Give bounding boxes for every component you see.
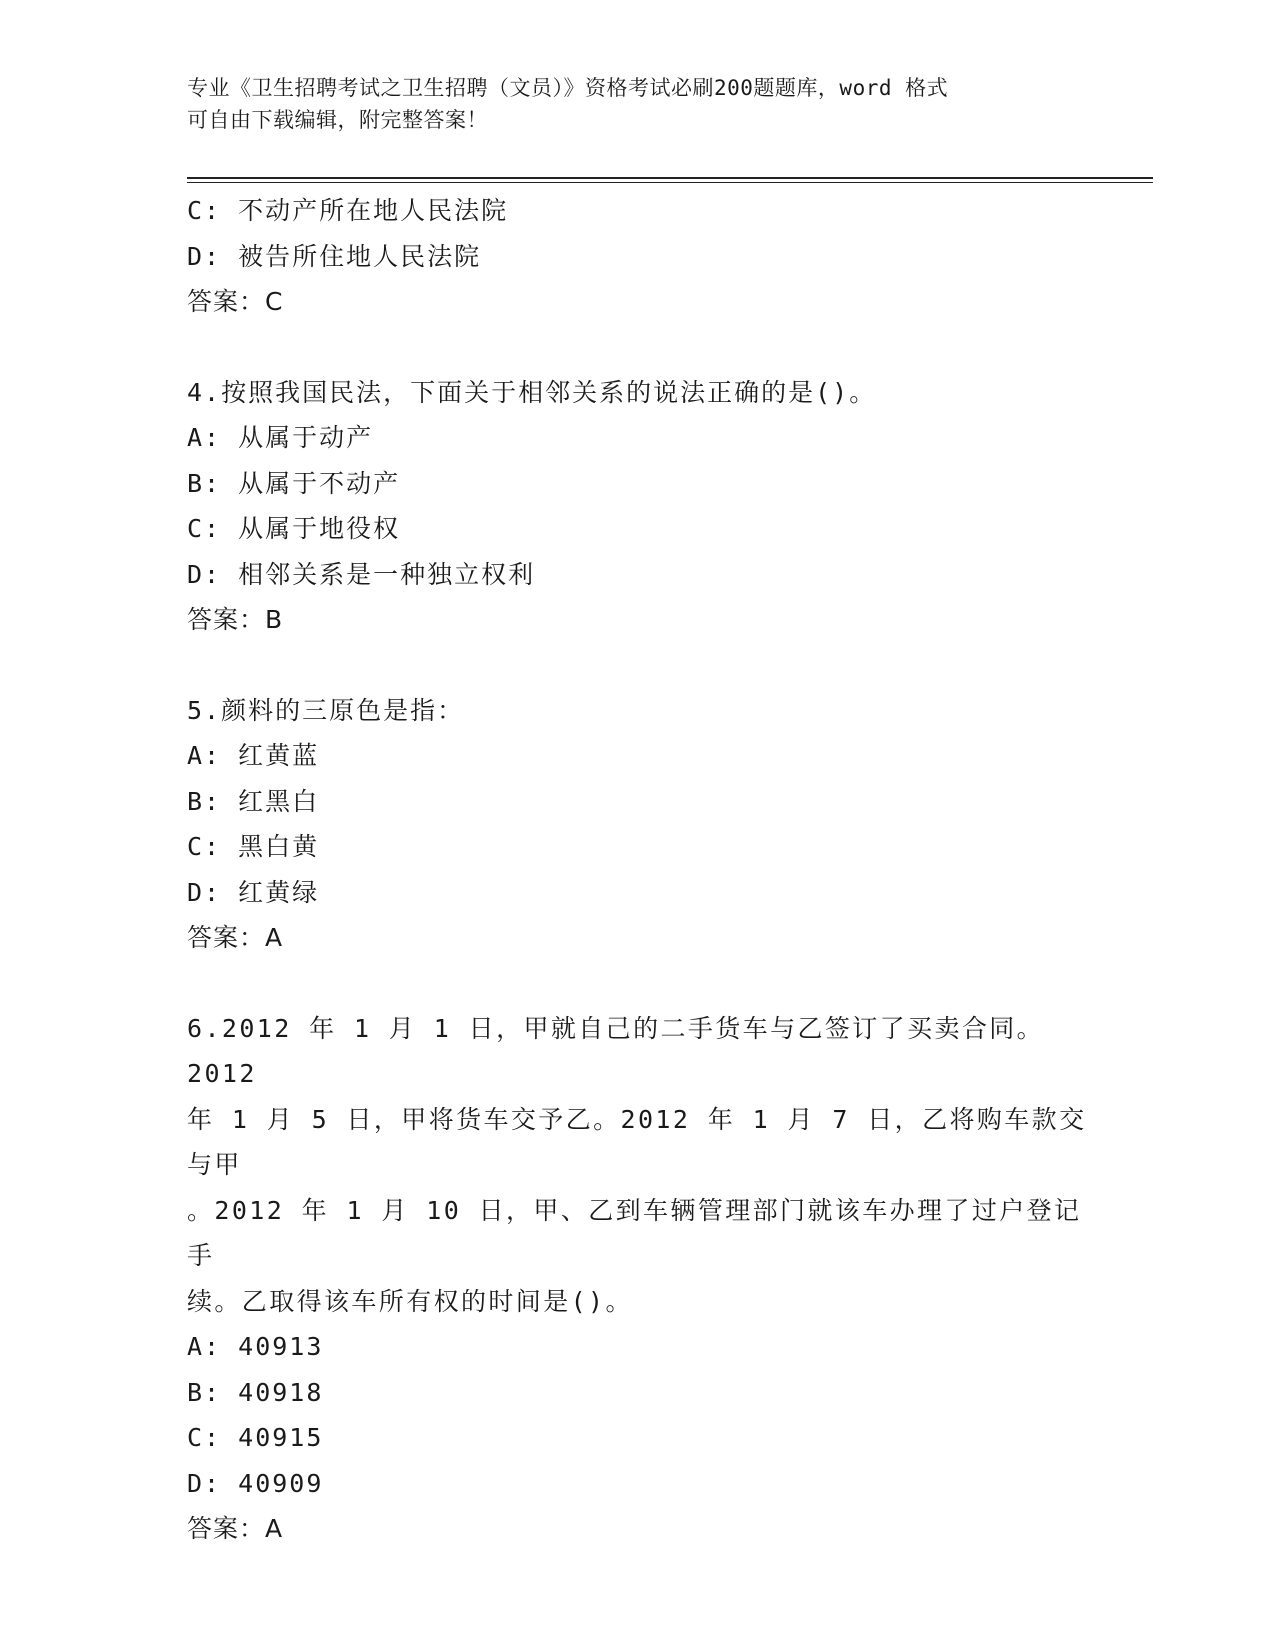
header-divider-thick [187, 177, 1153, 179]
question-6 [187, 1006, 1087, 1552]
question-stem-line-4: 续。乙取得该车所有权的时间是()。 [187, 1286, 633, 1316]
question-spacer [187, 643, 1087, 688]
question-stem: 4.按照我国民法，下面关于相邻关系的说法正确的是()。 [187, 377, 877, 407]
answer-line: 答案：B [187, 605, 284, 634]
question-stem-line-3: 。2012 年 1 月 10 日，甲、乙到车辆管理部门就该车办理了过户登记手 [187, 1195, 1082, 1270]
option-c: C: 从属于地役权 [187, 514, 401, 543]
question-spacer [187, 961, 1087, 1006]
question-5 [187, 688, 1087, 961]
option-b: B: 从属于不动产 [187, 468, 401, 498]
question-stem-line-1: 6.2012 年 1 月 1 日，甲就自己的二手货车与乙签订了买卖合同。2012 [187, 1013, 1045, 1088]
question-stem-line-2: 年 1 月 5 日，甲将货车交予乙。2012 年 1 月 7 日，乙将购车款交与甲 [187, 1104, 1087, 1179]
answer-line: 答案：A [187, 923, 284, 952]
question-3-tail [187, 188, 1087, 325]
option-b: B: 红黑白 [187, 786, 320, 816]
option-d: D: 相邻关系是一种独立权利 [187, 559, 536, 589]
answer-line: 答案：C [187, 287, 284, 316]
option-c: C: 黑白黄 [187, 832, 320, 861]
header-divider-thin [187, 182, 1153, 183]
question-stem: 5.颜料的三原色是指： [187, 695, 465, 725]
option-a: A: 红黄蓝 [187, 741, 320, 770]
header-title-line-1: 专业《卫生招聘考试之卫生招聘（文员）》资格考试必刷200题题库，word 格式 [187, 76, 949, 100]
option-d: D: 红黄绿 [187, 877, 320, 907]
answer-line: 答案：A [187, 1514, 284, 1543]
document-header [187, 72, 1087, 136]
question-spacer [187, 325, 1087, 370]
header-title-line-2: 可自由下载编辑，附完整答案！ [187, 108, 488, 132]
question-list [187, 188, 1087, 1552]
option-a: A: 从属于动产 [187, 423, 374, 452]
option-d: D: 被告所住地人民法院 [187, 241, 482, 271]
option-c: C: 40915 [187, 1423, 324, 1452]
option-a: A: 40913 [187, 1332, 324, 1361]
question-4 [187, 370, 1087, 643]
option-d: D: 40909 [187, 1468, 324, 1498]
option-c: C: 不动产所在地人民法院 [187, 196, 509, 225]
option-b: B: 40918 [187, 1377, 324, 1407]
